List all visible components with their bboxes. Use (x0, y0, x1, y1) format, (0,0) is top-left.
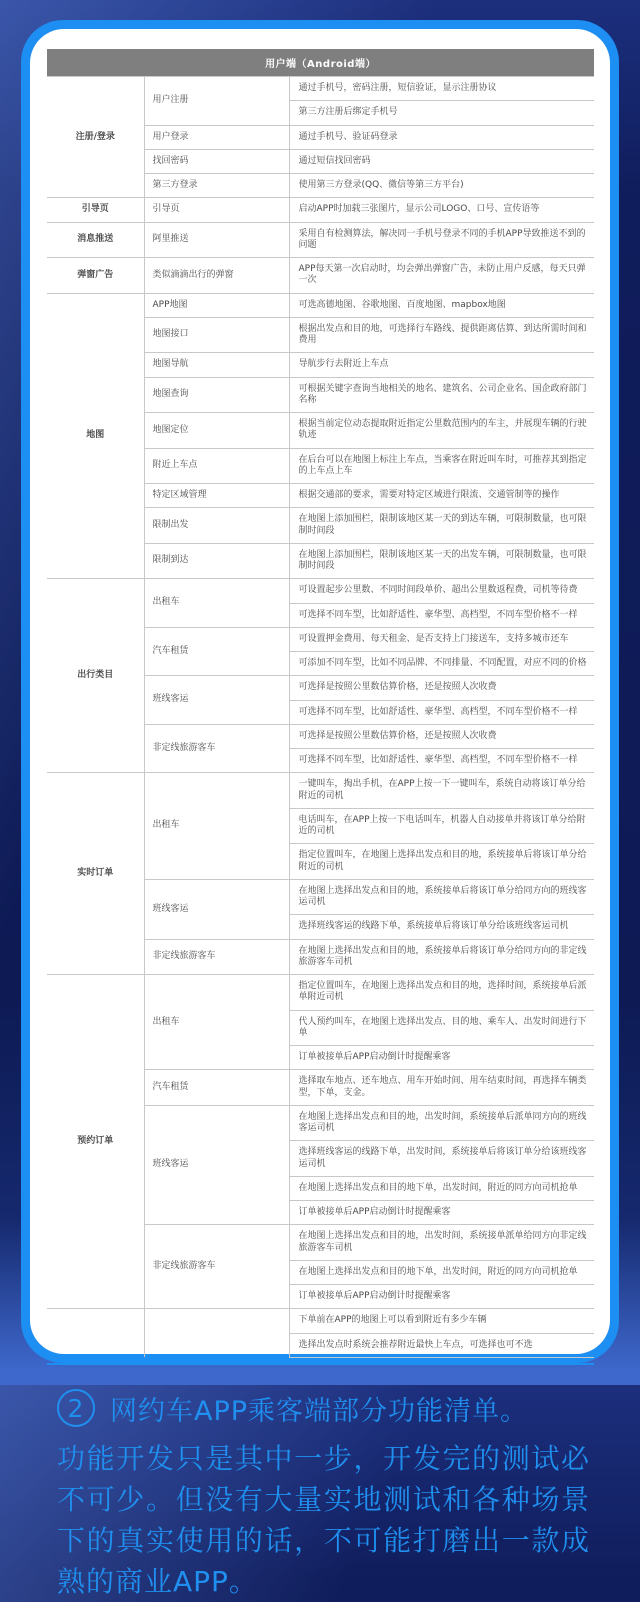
description-cell: 可设置押金费用、每天租金、是否支持上门接送车，支持多城市还车 (289, 627, 594, 651)
description-cell: 使用第三方登录(QQ、微信等第三方平台) (289, 174, 594, 198)
table-row (47, 77, 594, 101)
description-cell: 电话叫车，在APP上按一下电话叫车，机器人自动接单并将该订单分给附近的司机 (289, 808, 594, 844)
category-cell (47, 1309, 144, 1358)
description-cell: 第三方注册后绑定手机号 (289, 101, 594, 125)
description-cell: 指定位置叫车，在地图上选择出发点和目的地，选择时间，系统接单后派单附近司机 (289, 975, 594, 1011)
footer-title (57, 1389, 590, 1428)
feature-table-body (47, 77, 594, 1358)
category-cell: 消息推送 (47, 222, 144, 258)
subcategory-cell: 地图查询 (144, 377, 289, 413)
description-cell: 一键叫车，掏出手机，在APP上按一下一键叫车，系统自动将该订单分给附近的司机 (289, 773, 594, 809)
subcategory-cell: 附近上车点 (144, 448, 289, 484)
subcategory-cell: 特定区域管理 (144, 484, 289, 508)
card-frame (21, 20, 619, 1598)
category-cell: 实时订单 (47, 773, 144, 975)
subcategory-cell: 汽车租赁 (144, 1070, 289, 1106)
description-cell: 通过短信找回密码 (289, 149, 594, 173)
subcategory-cell: 班线客运 (144, 879, 289, 939)
description-cell: 可选择不同车型，比如舒适性、豪华型、高档型，不同车型价格不一样 (289, 700, 594, 724)
description-cell: 可添加不同车型，比如不同品牌、不同排量、不同配置，对应不同的价格 (289, 652, 594, 676)
description-cell: 指定位置叫车，在地图上选择出发点和目的地，系统接单后将该订单分给附近的司机 (289, 844, 594, 880)
table-row (47, 1309, 594, 1333)
feature-table (47, 49, 594, 1358)
description-cell: 通过手机号、验证码登录 (289, 125, 594, 149)
numbered-badge: 2 (57, 1389, 95, 1427)
subcategory-cell (144, 1309, 289, 1358)
table-row (47, 258, 594, 294)
table-row (47, 293, 594, 317)
category-cell: 出行类目 (47, 579, 144, 773)
description-cell: 可选高德地图、谷歌地图、百度地图、mapbox地图 (289, 293, 594, 317)
description-cell: 通过手机号，密码注册，短信验证，显示注册协议 (289, 77, 594, 101)
category-cell: 引导页 (47, 198, 144, 222)
subcategory-cell: 限制出发 (144, 508, 289, 544)
description-cell: 订单被接单后APP启动倒计时提醒乘客 (289, 1285, 594, 1309)
table-row (47, 198, 594, 222)
divider-line (47, 1363, 594, 1365)
subcategory-cell: 地图接口 (144, 317, 289, 353)
description-cell: 可选择是按照公里数估算价格，还是按照人次收费 (289, 724, 594, 748)
description-cell: 可设置起步公里数、不同时间段单价、超出公里数返程费，司机等待费 (289, 579, 594, 603)
description-cell: 在地图上选择出发点和目的地下单，出发时间，附近的同方向司机抢单 (289, 1176, 594, 1200)
description-cell: 选择班线客运的线路下单，系统接单后将该订单分给该班线客运司机 (289, 915, 594, 939)
subcategory-cell: 类似滴滴出行的弹窗 (144, 258, 289, 294)
subcategory-cell: 第三方登录 (144, 174, 289, 198)
category-cell: 预约订单 (47, 975, 144, 1309)
table-header: 用户端（Android端） (47, 49, 594, 77)
description-cell: 下单前在APP的地图上可以看到附近有多少车辆 (289, 1309, 594, 1333)
description-cell: 启动APP时加载三张图片，显示公司LOGO、口号、宣传语等 (289, 198, 594, 222)
description-cell: 选择取车地点、还车地点、用车开始时间、用车结束时间，再选择车辆类型，下单，支金。 (289, 1070, 594, 1106)
subcategory-cell: 地图定位 (144, 413, 289, 449)
description-cell: 导航步行去附近上车点 (289, 353, 594, 377)
description-cell: 在地图上添加围栏，限制该地区某一天的到达车辆，可限制数量，也可限制时间段 (289, 508, 594, 544)
description-cell: 在地图上选择出发点和目的地，系统接单后将该订单分给同方向的非定线旅游客车司机 (289, 939, 594, 975)
description-cell: 选择出发点时系统会推荐附近最快上车点，可选择也可不选 (289, 1333, 594, 1357)
description-cell: 采用自有检测算法，解决同一手机号登录不同的手机APP导致推送不到的问题 (289, 222, 594, 258)
category-cell: 地图 (47, 293, 144, 579)
category-cell: 弹窗广告 (47, 258, 144, 294)
subcategory-cell: 找回密码 (144, 149, 289, 173)
description-cell: 代人预约叫车，在地图上选择出发点、目的地、乘车人、出发时间进行下单 (289, 1010, 594, 1046)
subcategory-cell: 非定线旅游客车 (144, 1225, 289, 1309)
table-header-row (47, 49, 594, 77)
footer-title-text: 网约车APP乘客端部分功能清单。 (110, 1395, 529, 1427)
description-cell: 根据出发点和目的地，可选择行车路线、提供距离估算、到达所需时间和费用 (289, 317, 594, 353)
subcategory-cell: 出租车 (144, 975, 289, 1070)
subcategory-cell: 出租车 (144, 773, 289, 880)
table-row (47, 975, 594, 1011)
subcategory-cell: 限制到达 (144, 543, 289, 579)
subcategory-cell: 班线客运 (144, 676, 289, 725)
subcategory-cell: 非定线旅游客车 (144, 939, 289, 975)
subcategory-cell: 用户注册 (144, 77, 289, 126)
description-cell: 在地图上选择出发点和目的地，出发时间，系统接单后派单同方向的班线客运司机 (289, 1105, 594, 1141)
table-row (47, 222, 594, 258)
description-cell: 订单被接单后APP启动倒计时提醒乘客 (289, 1046, 594, 1070)
subcategory-cell: 地图导航 (144, 353, 289, 377)
description-cell: 选择班线客运的线路下单，出发时间，系统接单后将该订单分给该班线客运司机 (289, 1141, 594, 1177)
description-cell: 可选择不同车型，比如舒适性、豪华型、高档型，不同车型价格不一样 (289, 603, 594, 627)
description-cell: 在地图上选择出发点和目的地，系统接单后将该订单分给同方向的班线客运司机 (289, 879, 594, 915)
table-row (47, 773, 594, 809)
description-cell: 在地图上选择出发点和目的地下单，出发时间，附近的同方向司机抢单 (289, 1260, 594, 1284)
footer-note (57, 1389, 590, 1602)
footer-paragraph: 功能开发只是其中一步，开发完的测试必不可少。但没有大量实地测试和各种场景下的真实使用的话，不可能打磨出一款成熟的商业APP。 (57, 1441, 590, 1598)
subcategory-cell: 引导页 (144, 198, 289, 222)
subcategory-cell: 班线客运 (144, 1105, 289, 1225)
description-cell: 在后台可以在地图上标注上车点，当乘客在附近叫车时，可推荐其到指定的上车点上车 (289, 448, 594, 484)
description-cell: 可选择不同车型，比如舒适性、豪华型、高档型，不同车型价格不一样 (289, 749, 594, 773)
subcategory-cell: 出租车 (144, 579, 289, 628)
description-cell: 在地图上选择出发点和目的地，出发时间，系统接单派单给同方向非定线旅游客车司机 (289, 1225, 594, 1261)
subcategory-cell: 非定线旅游客车 (144, 724, 289, 773)
category-cell: 注册/登录 (47, 77, 144, 198)
subcategory-cell: 阿里推送 (144, 222, 289, 258)
subcategory-cell: APP地图 (144, 293, 289, 317)
description-cell: 可选择是按照公里数估算价格，还是按照人次收费 (289, 676, 594, 700)
description-cell: APP每天第一次启动时，均会弹出弹窗广告，未防止用户反感，每天只弹一次 (289, 258, 594, 294)
subcategory-cell: 用户登录 (144, 125, 289, 149)
table-row (47, 579, 594, 603)
description-cell: 可根据关键字查询当地相关的地名、建筑名、公司企业名、国企政府部门名称 (289, 377, 594, 413)
content-card (30, 29, 610, 1598)
subcategory-cell: 汽车租赁 (144, 627, 289, 676)
description-cell: 根据当前定位动态提取附近指定公里数范围内的车主，并展现车辆的行驶轨迹 (289, 413, 594, 449)
description-cell: 根据交通部的要求，需要对特定区域进行限流、交通管制等的操作 (289, 484, 594, 508)
description-cell: 在地图上添加围栏，限制该地区某一天的出发车辆，可限制数量，也可限制时间段 (289, 543, 594, 579)
description-cell: 订单被接单后APP启动倒计时提醒乘客 (289, 1201, 594, 1225)
